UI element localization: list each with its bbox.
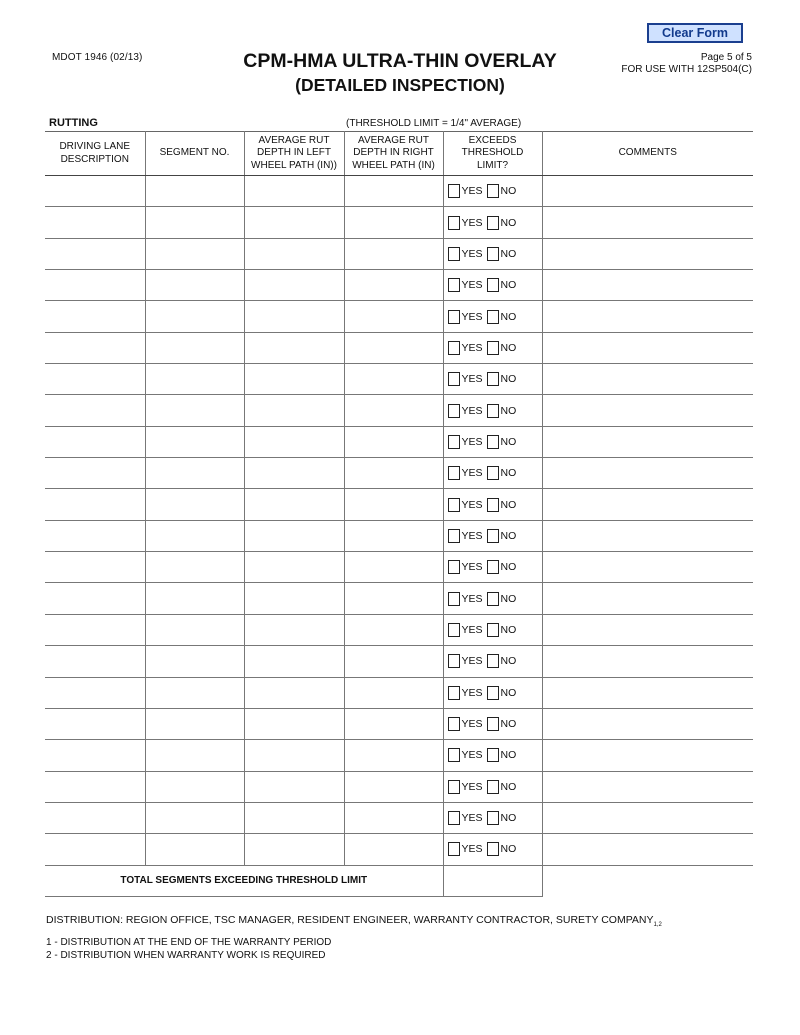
no-label: NO [500, 498, 517, 511]
yes-no-group [448, 686, 542, 700]
yes-checkbox[interactable] [448, 404, 460, 418]
table-row [45, 740, 753, 771]
no-checkbox[interactable] [487, 341, 499, 355]
exceeds-cell [443, 458, 542, 489]
table-row [45, 646, 753, 677]
total-blank [542, 865, 753, 896]
col-header-segment [145, 132, 244, 176]
comments-input[interactable] [542, 646, 753, 677]
lane-input[interactable] [45, 176, 145, 207]
left-rut-input[interactable] [244, 395, 344, 426]
yes-checkbox[interactable] [448, 811, 460, 825]
lane-input[interactable] [45, 364, 145, 395]
no-checkbox[interactable] [487, 184, 499, 198]
segment-input[interactable] [145, 238, 244, 269]
col-header-text: COMMENTS [618, 147, 677, 159]
left-rut-input[interactable] [244, 771, 344, 802]
left-rut-input[interactable] [244, 458, 344, 489]
form-subtitle: (DETAILED INSPECTION) [295, 75, 505, 95]
right-rut-input[interactable] [344, 834, 443, 865]
no-label: NO [500, 749, 517, 762]
col-header-comments [542, 132, 753, 176]
yes-no-group [448, 404, 542, 418]
lane-input[interactable] [45, 583, 145, 614]
distribution-footnote-ref: 1,2 [653, 922, 662, 928]
no-label: NO [500, 341, 517, 354]
no-label: NO [500, 435, 517, 448]
left-rut-input[interactable] [244, 646, 344, 677]
yes-label: YES [461, 718, 483, 731]
table-row [45, 395, 753, 426]
threshold-note: (THRESHOLD LIMIT = 1/4" AVERAGE) [346, 118, 522, 129]
yes-checkbox[interactable] [448, 529, 460, 543]
yes-checkbox[interactable] [448, 310, 460, 324]
segment-input[interactable] [145, 552, 244, 583]
lane-input[interactable] [45, 332, 145, 363]
yes-label: YES [461, 655, 483, 668]
segment-input[interactable] [145, 426, 244, 457]
col-header-right-rut [344, 132, 443, 176]
comments-input[interactable] [542, 677, 753, 708]
col-header-text: EXCEEDS THRESHOLD LIMIT? [461, 134, 524, 171]
col-header-text: AVERAGE RUT DEPTH IN RIGHT WHEEL PATH (IN) [352, 134, 435, 171]
table-row [45, 270, 753, 301]
lane-input[interactable] [45, 614, 145, 645]
segment-input[interactable] [145, 583, 244, 614]
yes-no-group [448, 341, 542, 355]
left-rut-input[interactable] [244, 708, 344, 739]
right-rut-input[interactable] [344, 332, 443, 363]
yes-label: YES [461, 185, 483, 198]
lane-input[interactable] [45, 708, 145, 739]
yes-checkbox[interactable] [448, 780, 460, 794]
exceeds-cell [443, 332, 542, 363]
page-number: Page 5 of 5 [700, 52, 752, 63]
yes-label: YES [461, 529, 483, 542]
no-checkbox[interactable] [487, 247, 499, 261]
exceeds-cell [443, 270, 542, 301]
no-label: NO [500, 467, 517, 480]
table-row [45, 458, 753, 489]
table-row [45, 364, 753, 395]
no-label: NO [500, 843, 517, 856]
yes-checkbox[interactable] [448, 623, 460, 637]
left-rut-input[interactable] [244, 301, 344, 332]
exceeds-cell [443, 301, 542, 332]
yes-no-group [448, 310, 542, 324]
exceeds-cell [443, 238, 542, 269]
yes-checkbox[interactable] [448, 372, 460, 386]
segment-input[interactable] [145, 614, 244, 645]
clear-form-button[interactable]: Clear Form [647, 23, 743, 43]
rutting-table [45, 131, 753, 897]
lane-input[interactable] [45, 458, 145, 489]
left-rut-input[interactable] [244, 207, 344, 238]
no-label: NO [500, 623, 517, 636]
yes-label: YES [461, 592, 483, 605]
no-checkbox[interactable] [487, 372, 499, 386]
right-rut-input[interactable] [344, 708, 443, 739]
table-row [45, 834, 753, 865]
no-checkbox[interactable] [487, 435, 499, 449]
exceeds-cell [443, 364, 542, 395]
segment-input[interactable] [145, 740, 244, 771]
no-label: NO [500, 780, 517, 793]
exceeds-cell [443, 677, 542, 708]
yes-label: YES [461, 623, 483, 636]
left-rut-input[interactable] [244, 583, 344, 614]
left-rut-input[interactable] [244, 332, 344, 363]
left-rut-input[interactable] [244, 238, 344, 269]
exceeds-cell [443, 740, 542, 771]
yes-label: YES [461, 498, 483, 511]
use-with-note: FOR USE WITH 12SP504(C) [621, 64, 752, 75]
left-rut-input[interactable] [244, 614, 344, 645]
comments-input[interactable] [542, 458, 753, 489]
yes-label: YES [461, 404, 483, 417]
yes-checkbox[interactable] [448, 184, 460, 198]
segment-input[interactable] [145, 332, 244, 363]
comments-input[interactable] [542, 489, 753, 520]
exceeds-cell [443, 708, 542, 739]
no-label: NO [500, 404, 517, 417]
yes-no-group [448, 529, 542, 543]
left-rut-input[interactable] [244, 426, 344, 457]
comments-input[interactable] [542, 270, 753, 301]
yes-label: YES [461, 561, 483, 574]
no-checkbox[interactable] [487, 466, 499, 480]
lane-input[interactable] [45, 646, 145, 677]
no-checkbox[interactable] [487, 592, 499, 606]
right-rut-input[interactable] [344, 364, 443, 395]
comments-input[interactable] [542, 583, 753, 614]
yes-no-group [448, 372, 542, 386]
comments-input[interactable] [542, 771, 753, 802]
yes-label: YES [461, 812, 483, 825]
segment-input[interactable] [145, 395, 244, 426]
segment-input[interactable] [145, 207, 244, 238]
lane-input[interactable] [45, 301, 145, 332]
segment-input[interactable] [145, 771, 244, 802]
lane-input[interactable] [45, 520, 145, 551]
col-header-exceeds [443, 132, 542, 176]
left-rut-input[interactable] [244, 176, 344, 207]
right-rut-input[interactable] [344, 176, 443, 207]
left-rut-input[interactable] [244, 740, 344, 771]
lane-input[interactable] [45, 270, 145, 301]
right-rut-input[interactable] [344, 489, 443, 520]
segment-input[interactable] [145, 301, 244, 332]
no-label: NO [500, 185, 517, 198]
no-label: NO [500, 718, 517, 731]
comments-input[interactable] [542, 176, 753, 207]
table-row [45, 426, 753, 457]
total-row [45, 865, 753, 896]
no-checkbox[interactable] [487, 404, 499, 418]
no-checkbox[interactable] [487, 811, 499, 825]
yes-checkbox[interactable] [448, 278, 460, 292]
table-row [45, 332, 753, 363]
yes-label: YES [461, 216, 483, 229]
yes-label: YES [461, 843, 483, 856]
yes-label: YES [461, 435, 483, 448]
no-label: NO [500, 529, 517, 542]
yes-label: YES [461, 247, 483, 260]
exceeds-cell [443, 614, 542, 645]
table-row [45, 552, 753, 583]
right-rut-input[interactable] [344, 238, 443, 269]
exceeds-cell [443, 583, 542, 614]
comments-input[interactable] [542, 834, 753, 865]
table-row [45, 520, 753, 551]
no-label: NO [500, 655, 517, 668]
table-row [45, 176, 753, 207]
no-label: NO [500, 561, 517, 574]
no-label: NO [500, 247, 517, 260]
left-rut-input[interactable] [244, 520, 344, 551]
comments-input[interactable] [542, 301, 753, 332]
table-row [45, 614, 753, 645]
lane-input[interactable] [45, 771, 145, 802]
right-rut-input[interactable] [344, 270, 443, 301]
yes-checkbox[interactable] [448, 435, 460, 449]
no-checkbox[interactable] [487, 529, 499, 543]
exceeds-cell [443, 395, 542, 426]
lane-input[interactable] [45, 802, 145, 833]
comments-input[interactable] [542, 395, 753, 426]
yes-label: YES [461, 749, 483, 762]
lane-input[interactable] [45, 395, 145, 426]
no-checkbox[interactable] [487, 623, 499, 637]
yes-checkbox[interactable] [448, 748, 460, 762]
comments-input[interactable] [542, 364, 753, 395]
yes-no-group [448, 748, 542, 762]
left-rut-input[interactable] [244, 489, 344, 520]
table-row [45, 489, 753, 520]
comments-input[interactable] [542, 708, 753, 739]
lane-input[interactable] [45, 834, 145, 865]
comments-input[interactable] [542, 552, 753, 583]
right-rut-input[interactable] [344, 552, 443, 583]
yes-checkbox[interactable] [448, 498, 460, 512]
yes-checkbox[interactable] [448, 686, 460, 700]
right-rut-input[interactable] [344, 426, 443, 457]
exceeds-cell [443, 552, 542, 583]
yes-no-group [448, 278, 542, 292]
left-rut-input[interactable] [244, 802, 344, 833]
distribution-text: DISTRIBUTION: REGION OFFICE, TSC MANAGER, RESIDENT ENGINEER, WARRANTY CONTRACTOR, SURETY COMPANY [46, 914, 654, 926]
yes-label: YES [461, 279, 483, 292]
segment-input[interactable] [145, 364, 244, 395]
no-checkbox[interactable] [487, 310, 499, 324]
right-rut-input[interactable] [344, 583, 443, 614]
distribution-note-2: 2 - DISTRIBUTION WHEN WARRANTY WORK IS REQUIRED [46, 950, 326, 961]
right-rut-input[interactable] [344, 677, 443, 708]
col-header-left-rut [244, 132, 344, 176]
segment-input[interactable] [145, 834, 244, 865]
table-row [45, 301, 753, 332]
col-header-text: DRIVING LANE DESCRIPTION [59, 141, 131, 165]
yes-no-group [448, 184, 542, 198]
segment-input[interactable] [145, 176, 244, 207]
comments-input[interactable] [542, 238, 753, 269]
right-rut-input[interactable] [344, 395, 443, 426]
section-title: RUTTING [49, 117, 98, 129]
comments-input[interactable] [542, 614, 753, 645]
lane-input[interactable] [45, 677, 145, 708]
yes-no-group [448, 560, 542, 574]
yes-label: YES [461, 467, 483, 480]
right-rut-input[interactable] [344, 614, 443, 645]
yes-no-group [448, 780, 542, 794]
segment-input[interactable] [145, 270, 244, 301]
segment-input[interactable] [145, 708, 244, 739]
no-checkbox[interactable] [487, 654, 499, 668]
exceeds-cell [443, 834, 542, 865]
yes-checkbox[interactable] [448, 592, 460, 606]
form-id: MDOT 1946 (02/13) [52, 52, 143, 63]
exceeds-cell [443, 489, 542, 520]
table-row [45, 583, 753, 614]
yes-no-group [448, 654, 542, 668]
no-checkbox[interactable] [487, 842, 499, 856]
comments-input[interactable] [542, 520, 753, 551]
no-checkbox[interactable] [487, 498, 499, 512]
yes-checkbox[interactable] [448, 560, 460, 574]
yes-checkbox[interactable] [448, 216, 460, 230]
distribution-note-1: 1 - DISTRIBUTION AT THE END OF THE WARRANTY PERIOD [46, 937, 332, 948]
yes-checkbox[interactable] [448, 842, 460, 856]
yes-label: YES [461, 780, 483, 793]
yes-checkbox[interactable] [448, 341, 460, 355]
table-row [45, 802, 753, 833]
exceeds-cell [443, 176, 542, 207]
yes-checkbox[interactable] [448, 654, 460, 668]
no-checkbox[interactable] [487, 278, 499, 292]
no-checkbox[interactable] [487, 686, 499, 700]
lane-input[interactable] [45, 238, 145, 269]
exceeds-cell [443, 207, 542, 238]
no-checkbox[interactable] [487, 717, 499, 731]
exceeds-cell [443, 426, 542, 457]
segment-input[interactable] [145, 802, 244, 833]
comments-input[interactable] [542, 426, 753, 457]
distribution-line [46, 914, 662, 928]
yes-label: YES [461, 686, 483, 699]
no-checkbox[interactable] [487, 780, 499, 794]
comments-input[interactable] [542, 332, 753, 363]
lane-input[interactable] [45, 552, 145, 583]
yes-no-group [448, 435, 542, 449]
yes-label: YES [461, 341, 483, 354]
left-rut-input[interactable] [244, 552, 344, 583]
no-label: NO [500, 592, 517, 605]
right-rut-input[interactable] [344, 740, 443, 771]
form-title: CPM-HMA ULTRA-THIN OVERLAY [243, 50, 557, 72]
left-rut-input[interactable] [244, 270, 344, 301]
no-label: NO [500, 686, 517, 699]
yes-no-group [448, 247, 542, 261]
lane-input[interactable] [45, 740, 145, 771]
yes-checkbox[interactable] [448, 247, 460, 261]
no-checkbox[interactable] [487, 560, 499, 574]
no-label: NO [500, 216, 517, 229]
exceeds-cell [443, 520, 542, 551]
total-label: TOTAL SEGMENTS EXCEEDING THRESHOLD LIMIT [45, 865, 443, 896]
exceeds-cell [443, 771, 542, 802]
no-label: NO [500, 279, 517, 292]
no-label: NO [500, 310, 517, 323]
yes-label: YES [461, 310, 483, 323]
exceeds-cell [443, 802, 542, 833]
yes-no-group [448, 466, 542, 480]
table-row [45, 708, 753, 739]
yes-no-group [448, 216, 542, 230]
no-label: NO [500, 812, 517, 825]
segment-input[interactable] [145, 520, 244, 551]
no-label: NO [500, 373, 517, 386]
total-input[interactable] [443, 865, 542, 896]
table-row [45, 771, 753, 802]
comments-input[interactable] [542, 740, 753, 771]
no-checkbox[interactable] [487, 216, 499, 230]
yes-no-group [448, 842, 542, 856]
left-rut-input[interactable] [244, 834, 344, 865]
yes-no-group [448, 592, 542, 606]
exceeds-cell [443, 646, 542, 677]
lane-input[interactable] [45, 426, 145, 457]
right-rut-input[interactable] [344, 458, 443, 489]
col-header-lane [45, 132, 145, 176]
comments-input[interactable] [542, 207, 753, 238]
segment-input[interactable] [145, 646, 244, 677]
table-row [45, 207, 753, 238]
right-rut-input[interactable] [344, 646, 443, 677]
lane-input[interactable] [45, 207, 145, 238]
comments-input[interactable] [542, 802, 753, 833]
left-rut-input[interactable] [244, 677, 344, 708]
table-row [45, 238, 753, 269]
col-header-text: AVERAGE RUT DEPTH IN LEFT WHEEL PATH (IN)) [251, 134, 337, 171]
yes-no-group [448, 811, 542, 825]
table-row [45, 677, 753, 708]
yes-checkbox[interactable] [448, 466, 460, 480]
segment-input[interactable] [145, 677, 244, 708]
right-rut-input[interactable] [344, 771, 443, 802]
yes-no-group [448, 623, 542, 637]
segment-input[interactable] [145, 458, 244, 489]
yes-checkbox[interactable] [448, 717, 460, 731]
right-rut-input[interactable] [344, 301, 443, 332]
segment-input[interactable] [145, 489, 244, 520]
right-rut-input[interactable] [344, 520, 443, 551]
left-rut-input[interactable] [244, 364, 344, 395]
right-rut-input[interactable] [344, 802, 443, 833]
lane-input[interactable] [45, 489, 145, 520]
right-rut-input[interactable] [344, 207, 443, 238]
no-checkbox[interactable] [487, 748, 499, 762]
yes-no-group [448, 717, 542, 731]
yes-label: YES [461, 373, 483, 386]
col-header-text: SEGMENT NO. [159, 147, 230, 159]
yes-no-group [448, 498, 542, 512]
